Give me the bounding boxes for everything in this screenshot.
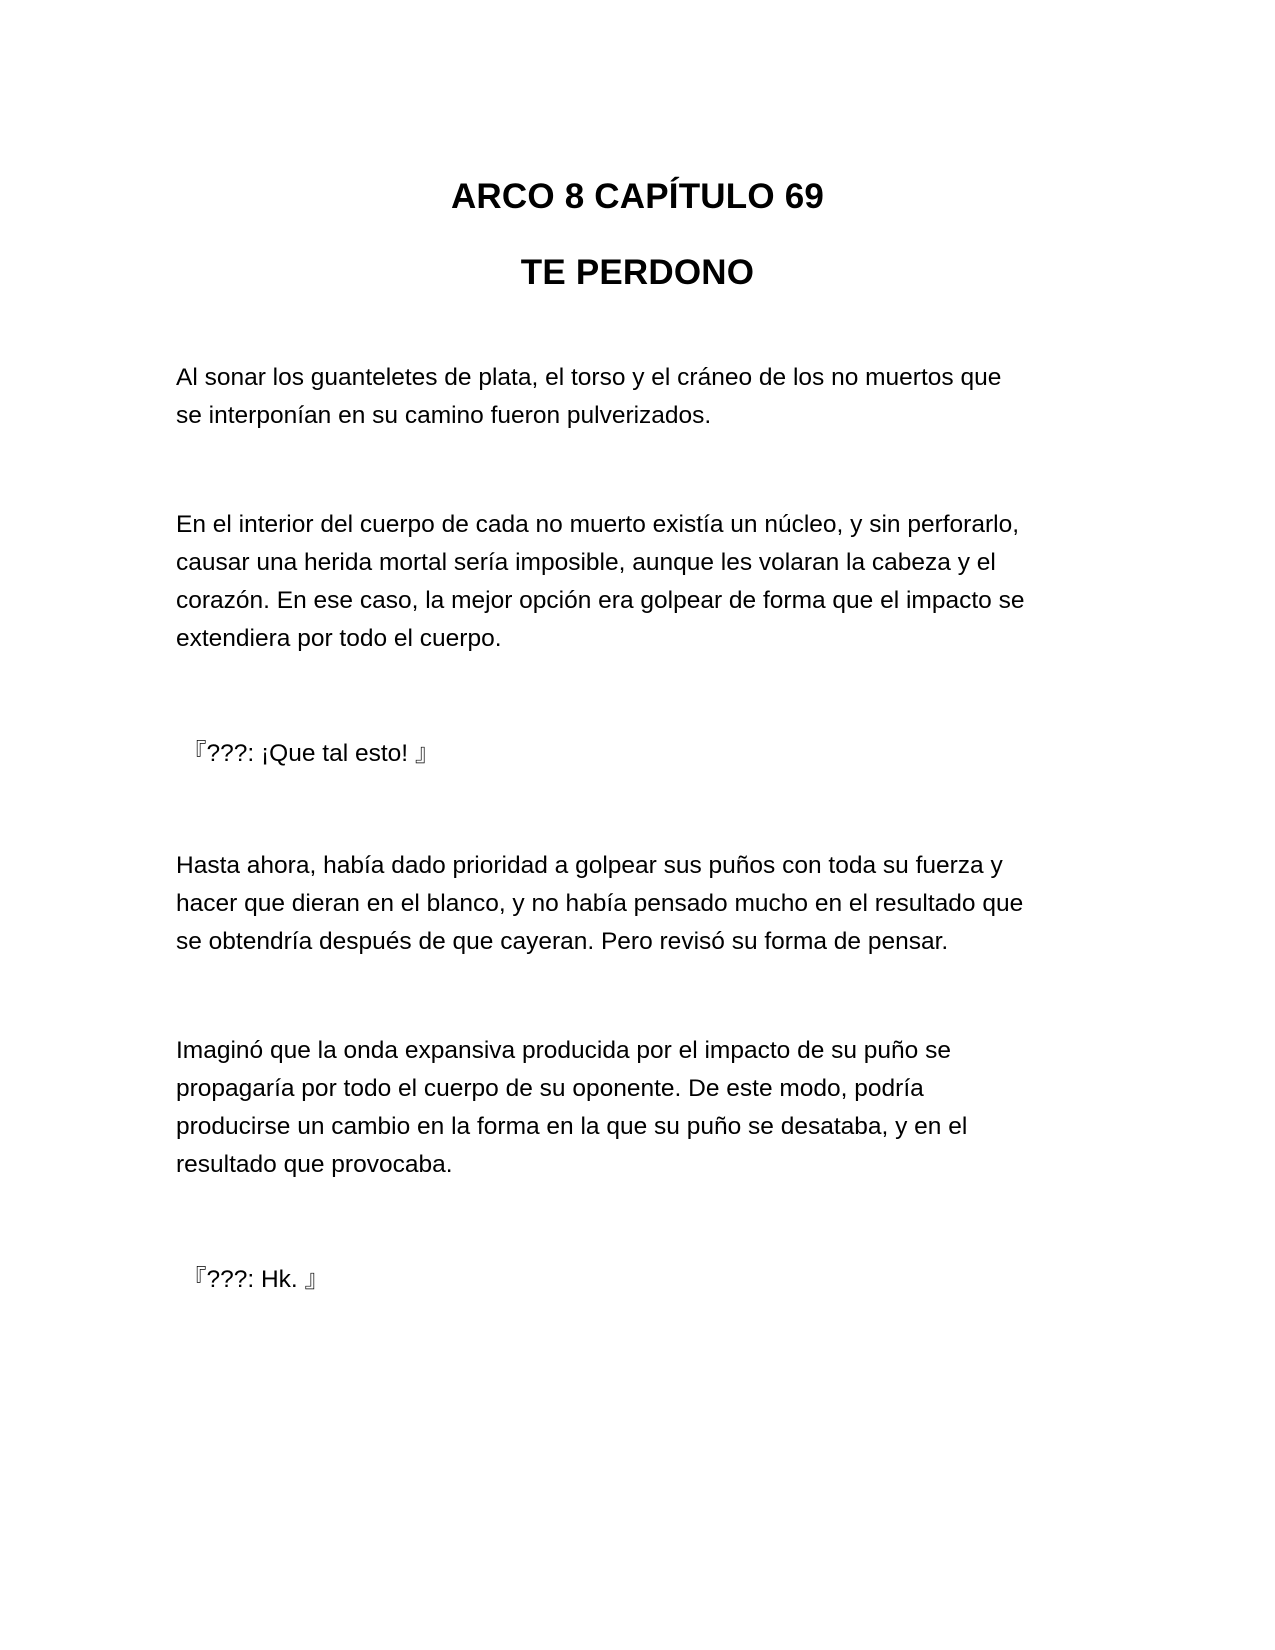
dialogue-text: 『???: Hk. 』 xyxy=(182,1266,330,1293)
chapter-title: ARCO 8 CAPÍTULO 69 xyxy=(450,177,825,217)
paragraph xyxy=(176,506,1111,658)
dialogue-line xyxy=(182,735,1117,773)
paragraph xyxy=(176,1032,1111,1184)
paragraph-line: Imaginó que la onda expansiva producida por el impacto de su puño se xyxy=(176,1037,951,1064)
paragraph-line: corazón. En ese caso, la mejor opción era golpear de forma que el impacto se xyxy=(176,587,1025,614)
paragraph-line: producirse un cambio en la forma en la que su puño se desataba, y en el xyxy=(176,1113,968,1140)
paragraph-line: extendiera por todo el cuerpo. xyxy=(176,625,502,652)
paragraph-line: propagaría por todo el cuerpo de su oponente. De este modo, podría xyxy=(176,1075,924,1102)
paragraph-line: causar una herida mortal sería imposible, aunque les volaran la cabeza y el xyxy=(176,549,996,576)
chapter-subtitle: TE PERDONO xyxy=(520,253,755,293)
paragraph-line: hacer que dieran en el blanco, y no había pensado mucho en el resultado que xyxy=(176,890,1024,917)
dialogue-text: 『???: ¡Que tal esto! 』 xyxy=(182,740,440,767)
paragraph-line: En el interior del cuerpo de cada no muerto existía un núcleo, y sin perforarlo, xyxy=(176,511,1020,538)
paragraph-line: resultado que provocaba. xyxy=(176,1151,453,1178)
paragraph xyxy=(176,847,1111,961)
paragraph-line: Hasta ahora, había dado prioridad a golpear sus puños con toda su fuerza y xyxy=(176,852,1003,879)
dialogue-line xyxy=(182,1261,1117,1299)
paragraph-line: se interponían en su camino fueron pulverizados. xyxy=(176,402,712,429)
paragraph xyxy=(176,359,1111,435)
paragraph-line: se obtendría después de que cayeran. Pero revisó su forma de pensar. xyxy=(176,928,949,955)
paragraph-line: Al sonar los guanteletes de plata, el torso y el cráneo de los no muertos que xyxy=(176,364,1002,391)
